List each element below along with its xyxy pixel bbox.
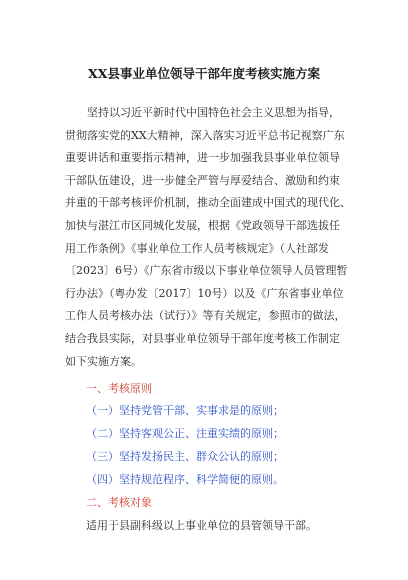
paragraph-line: 用工作条例》《事业单位工作人员考核规定》（人社部发 bbox=[65, 241, 329, 255]
paragraph-line: 干部队伍建设，进一步健全严管与厚爱结合、激励和约束 bbox=[65, 173, 340, 187]
paragraph-line: 结合我县实际，对县事业单位领导干部年度考核工作制定 bbox=[65, 331, 340, 345]
paragraph-line: 行办法》（粤办发〔2017〕10号）以及《广东省事业单位 bbox=[65, 286, 344, 300]
intro-paragraph bbox=[65, 102, 355, 373]
principle-item: （二）坚持客观公正、注重实绩的原则； bbox=[86, 427, 284, 440]
section-body-text: 适用于县副科级以上事业单位的县管领导干部。 bbox=[86, 519, 317, 532]
principle-item: （三）坚持发扬民主、群众公认的原则； bbox=[86, 450, 284, 463]
paragraph-line: 〔2023〕6号）《广东省市级以下事业单位领导人员管理暂 bbox=[65, 264, 348, 278]
paragraph-line: 贯彻落实党的XX大精神，深入落实习近平总书记视察广东 bbox=[65, 128, 345, 142]
principle-item: （一）坚持党管干部、实事求是的原则； bbox=[86, 404, 284, 417]
paragraph-line: 并重的干部考核评价机制，推动全面建成中国式的现代化、 bbox=[65, 196, 351, 210]
section-heading-principles: 一、考核原则 bbox=[86, 382, 152, 395]
paragraph-line: 如下实施方案。 bbox=[65, 354, 142, 368]
paragraph-line: 坚持以习近平新时代中国特色社会主义思想为指导， bbox=[87, 106, 340, 119]
paragraph-line: 加快与湛江市区同城化发展，根据《党政领导干部选拔任 bbox=[65, 218, 340, 232]
section-heading-targets: 二、考核对象 bbox=[86, 496, 152, 509]
principle-item: （四）坚持规范程序、科学简便的原则。 bbox=[86, 473, 284, 486]
paragraph-line: 重要讲话和重要指示精神，进一步加强我县事业单位领导 bbox=[65, 151, 340, 165]
paragraph-line: 工作人员考核办法（试行）》等有关规定，参照市的做法， bbox=[65, 309, 346, 323]
document-title: XX县事业单位领导干部年度考核实施方案 bbox=[88, 66, 320, 81]
